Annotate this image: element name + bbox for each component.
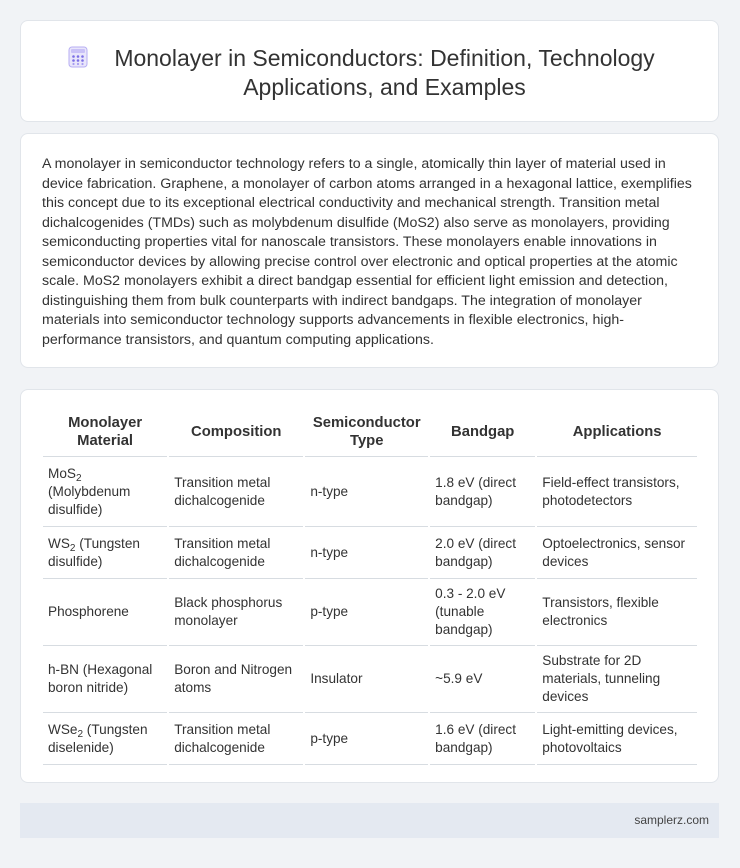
table-row (43, 579, 697, 646)
header-composition: Composition (169, 412, 303, 457)
cell-composition: Transition metal dichalcogenide (169, 527, 303, 579)
table-row (43, 457, 697, 527)
footer-site-link[interactable]: samplerz.com (634, 813, 709, 827)
intro-card (20, 133, 719, 368)
cell-applications: Transistors, flexible electronics (537, 579, 697, 646)
cell-material: h-BN (Hexagonal boron nitride) (43, 646, 167, 713)
cell-material: MoS$_2$ (Molybdenum disulfide) (43, 457, 167, 527)
cell-applications: Light-emitting devices, photovoltaics (537, 713, 697, 765)
header-material: Monolayer Material (43, 412, 167, 457)
title-card (20, 20, 719, 122)
cell-bandgap: 1.6 eV (direct bandgap) (430, 713, 535, 765)
cell-type: Insulator (305, 646, 428, 713)
monolayer-table (41, 412, 699, 765)
cell-material: $WS_2$ (Tungsten disulfide) (43, 527, 167, 579)
cell-type: p-type (305, 713, 428, 765)
header-semiconductor-type: Semiconductor Type (305, 412, 428, 457)
cell-bandgap: 2.0 eV (direct bandgap) (430, 527, 535, 579)
table-header-row (43, 412, 697, 457)
table-card (20, 389, 719, 783)
cell-applications: Field-effect transistors, photodetectors (537, 457, 697, 527)
cell-composition: Boron and Nitrogen atoms (169, 646, 303, 713)
page-title-line-2: Applications, and Examples (243, 74, 526, 100)
cell-composition: Transition metal dichalcogenide (169, 713, 303, 765)
cell-bandgap: 1.8 eV (direct bandgap) (430, 457, 535, 527)
cell-material: WSe$_2$ (Tungsten diselenide) (43, 713, 167, 765)
table-row (43, 527, 697, 579)
cell-bandgap: 0.3 - 2.0 eV (tunable bandgap) (430, 579, 535, 646)
cell-type: n-type (305, 457, 428, 527)
cell-bandgap: ~5.9 eV (430, 646, 535, 713)
cell-composition: Black phosphorus monolayer (169, 579, 303, 646)
header-bandgap: Bandgap (430, 412, 535, 457)
page-title (21, 44, 718, 102)
cell-material: Phosphorene (43, 579, 167, 646)
footer-bar (20, 803, 719, 838)
page-title-line-1: Monolayer in Semiconductors: Definition, Technology (114, 45, 655, 71)
table-row (43, 646, 697, 713)
intro-paragraph: A monolayer in semiconductor technology refers to a single, atomically thin layer of material used in device fabrication. Graphene, a monolayer of carbon atoms arranged in a hexagonal lattice, exemplifies this concept due to its exceptional electrical conductivity and mechanical strength. Transition metal dichalcogenides (TMDs) such as molybdenum disulfide (MoS2) also serve as monolayers, providing semiconducting properties vital for nanoscale transistors. These monolayers enable innovations in semiconductor devices by allowing precise control over electronic and optical properties at the atomic scale. MoS2 monolayers exhibit a direct bandgap essential for efficient light emission and detection, distinguishing them from bulk counterparts with indirect bandgaps. The integration of monolayer materials into semiconductor technology supports advancements in flexible electronics, high-performance transistors, and quantum computing applications. (42, 156, 692, 348)
table-row (43, 713, 697, 765)
cell-composition: Transition metal dichalcogenide (169, 457, 303, 527)
cell-applications: Substrate for 2D materials, tunneling devices (537, 646, 697, 713)
header-applications: Applications (537, 412, 697, 457)
cell-type: n-type (305, 527, 428, 579)
cell-applications: Optoelectronics, sensor devices (537, 527, 697, 579)
cell-type: p-type (305, 579, 428, 646)
